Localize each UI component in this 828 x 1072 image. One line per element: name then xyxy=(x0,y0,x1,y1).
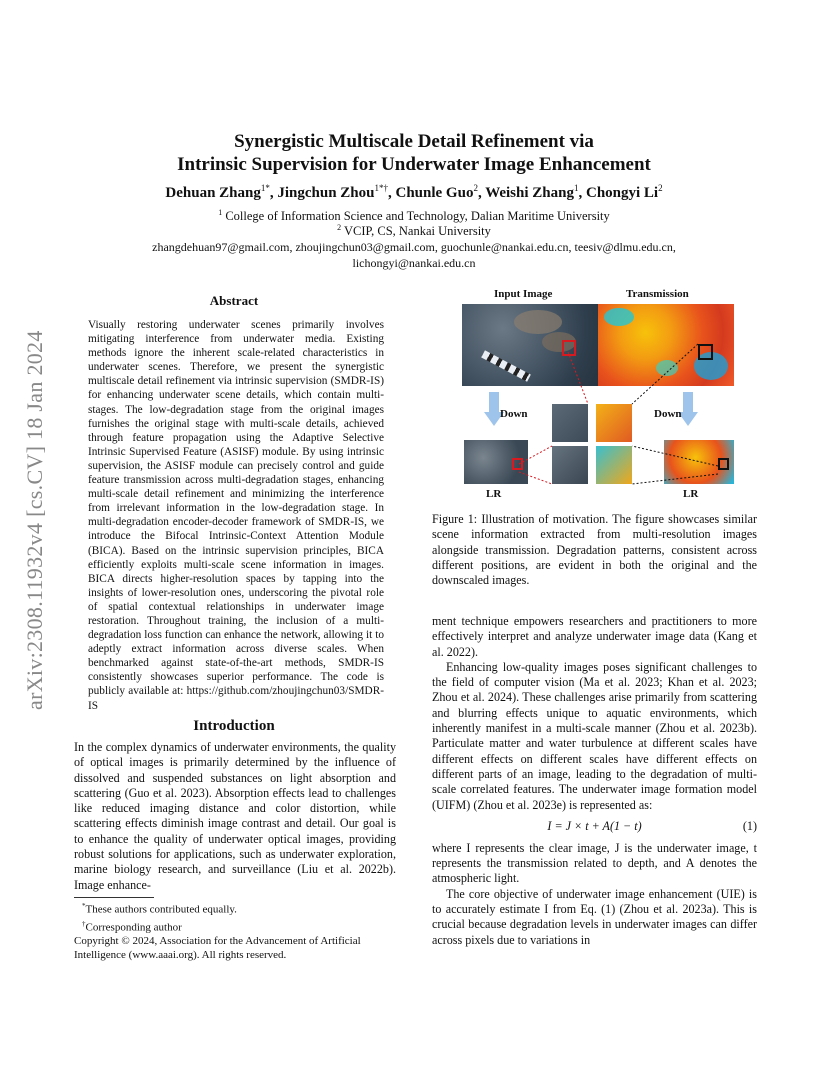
figure-label-down-right: Down xyxy=(654,408,682,420)
figure-label-lr-left: LR xyxy=(486,488,502,500)
abstract-text: Visually restoring underwater scenes primarily involves mitigating interference from underwater media. Existing methods ignore the inherent scale-related characteristics in underwater scenes. Therefore, we present the synergistic multiscale detail refinement via intrinsic supervision (SMDR-IS) for enhancing underwater scene details, which contain multi-stages. The low-degradation stage from the original images furnishes the original stage with multi-scale details, achieved through feature propagation using the Adaptive Selective Intrinsic Supervised Feature (ASISF) module. By using intrinsic supervision, the ASISF module can precisely control and guide feature transmission across multi-degradation stages, enhancing multi-scale detail refinement and minimizing the interference from irrelevant information in the low-degradation stage. In multi-degradation encoder-decoder framework of SMDR-IS, we introduce the Bifocal Intrinsic-Context Attention Module (BICA). Based on the intrinsic supervision principles, BICA efficiently exploits multi-scale scene information in images. BICA directs higher-resolution spaces by tapping into the insights of lower-resolution ones, underscoring the pivotal role of spatial contextual relationships in underwater image restoration. Throughout training, the inclusion of a multi-degradation loss function can enhance the network, allowing it to adeptly extract information across diverse scales. When benchmarked against state-of-the-art methods, SMDR-IS consistently showcases superior performance. The code is publicly available at: https://github.com/zhoujingchun03/SMDR-IS xyxy=(88,319,384,712)
affiliation-text: VCIP, CS, Nankai University xyxy=(344,224,491,239)
footnote-2 xyxy=(74,917,396,935)
affiliation-text: College of Information Science and Technology, Dalian Maritime University xyxy=(225,209,610,224)
title-line-2: Intrinsic Supervision for Underwater Image Enhancement xyxy=(177,154,651,175)
author-marks: 1 xyxy=(573,183,579,193)
affiliation-1 xyxy=(90,208,738,224)
footnote-divider xyxy=(74,897,154,898)
title-line-1: Synergistic Multiscale Detail Refinement via xyxy=(234,131,594,152)
figure-label-transmission: Transmission xyxy=(626,288,689,300)
paragraph: The core objective of underwater image enhancement (UIE) is to accurately estimate I from Eq. (1) (Zhou et al. 2023a). This is crucial because degradation levels in underwater images can differ across pixels due to variations in xyxy=(432,886,757,947)
abstract-heading: Abstract xyxy=(209,293,259,308)
paragraph: Enhancing low-quality images poses significant challenges to the field of computer vision (Ma et al. 2023; Khan et al. 2023; Zhou et al. 2024). These challenges arise primarily from scattering and blurring effects unique to aquatic environments, which inherently manifest in a multi-scale manner (Zhou et al. 2023b). Particulate matter and water turbulence at different scales have different effects on different scales have different effects on different parts of an image, leading to the degradation of multi-scale correlated features. The underwater image formation model (UIFM) (Zhou et al. 2023e) is represented as: xyxy=(432,659,757,812)
affiliation-2 xyxy=(90,223,738,239)
emails-line-2: lichongyi@nankai.edu.cn xyxy=(352,256,476,270)
affiliation-number: 2 xyxy=(337,223,342,232)
figure-1 xyxy=(458,286,758,506)
author-marks: 1* xyxy=(260,183,270,193)
author-list: Dehuan Zhang$^{1*}$, Jingchun Zhou$^{1*\dagger}$, Chunle Guo$^2$, Weishi Zhang$^1$, Chongyi Li$^2$ xyxy=(165,183,663,201)
footnote-text: Corresponding author xyxy=(85,921,182,934)
paper-title xyxy=(130,130,698,176)
author-marks: 2 xyxy=(473,183,478,193)
equation-text: I = J × t + A(1 − t) xyxy=(547,818,642,833)
author-marks: 1*† xyxy=(374,183,388,193)
footnote-text: These authors contributed equally. xyxy=(85,903,237,916)
copyright-notice: Copyright © 2024, Association for the Advancement of Artificial Intelligence (www.aaai.org). All rights reserved. xyxy=(74,935,361,962)
equation-number: (1) xyxy=(742,818,757,833)
introduction-text: In the complex dynamics of underwater environments, the quality of optical images is primarily determined by the influence of dissolved and suspended substances on light absorption and scattering (Guo et al. 2023). Absorption effects lead to challenges like reduced imaging distance and color distortion, while scattering effects diminish image contrast and detail. Our goal is to enhance the quality of underwater optical images, providing robust solutions for applications, such as underwater exploration, marine biology research, and surveillance (Liu et al. 2022b). Image enhance- xyxy=(74,740,396,892)
author-name: Dehuan Zhang xyxy=(165,185,261,201)
equation-1 xyxy=(432,819,757,835)
figure-caption: Figure 1: Illustration of motivation. The figure showcases similar scene information extracted from multi-resolution images alongside transmission. Degradation patterns, consistent across different positions, are evident in both the original and the downscaled images. xyxy=(432,512,757,588)
author-marks: 2 xyxy=(658,183,663,193)
footnote-mark: † xyxy=(82,919,86,928)
author-name: Chunle Guo xyxy=(395,185,474,201)
paragraph: where I represents the clear image, J is the underwater image, t represents the transmission related to depth, and A denotes the atmospheric light. xyxy=(432,840,757,886)
figure-label-input-image: Input Image xyxy=(494,288,553,300)
footnote-1 xyxy=(74,899,396,917)
figure-label-lr-right: LR xyxy=(683,488,699,500)
author-name: Chongyi Li xyxy=(585,185,659,201)
arxiv-identifier: arXiv:2308.11932v4 [cs.CV] 18 Jan 2024 xyxy=(22,330,47,710)
footnote-mark: * xyxy=(82,902,86,910)
connector-lines xyxy=(458,286,758,506)
author-name: Weishi Zhang xyxy=(485,185,574,201)
paragraph: ment technique empowers researchers and practitioners to more effectively interpret and analyze underwater image data (Kang et al. 2022). xyxy=(432,614,757,659)
footnotes xyxy=(74,899,396,962)
introduction-heading: Introduction xyxy=(193,718,275,734)
author-name: Jingchun Zhou xyxy=(277,185,375,201)
right-column-text xyxy=(432,614,757,948)
affiliation-number: 1 xyxy=(218,208,223,217)
emails-line-1: zhangdehuan97@gmail.com, zhoujingchun03@gmail.com, guochunle@nankai.edu.cn, teesiv@dlmu.edu.cn, xyxy=(152,240,676,254)
author-emails xyxy=(96,239,732,271)
figure-label-down-left: Down xyxy=(500,408,528,420)
